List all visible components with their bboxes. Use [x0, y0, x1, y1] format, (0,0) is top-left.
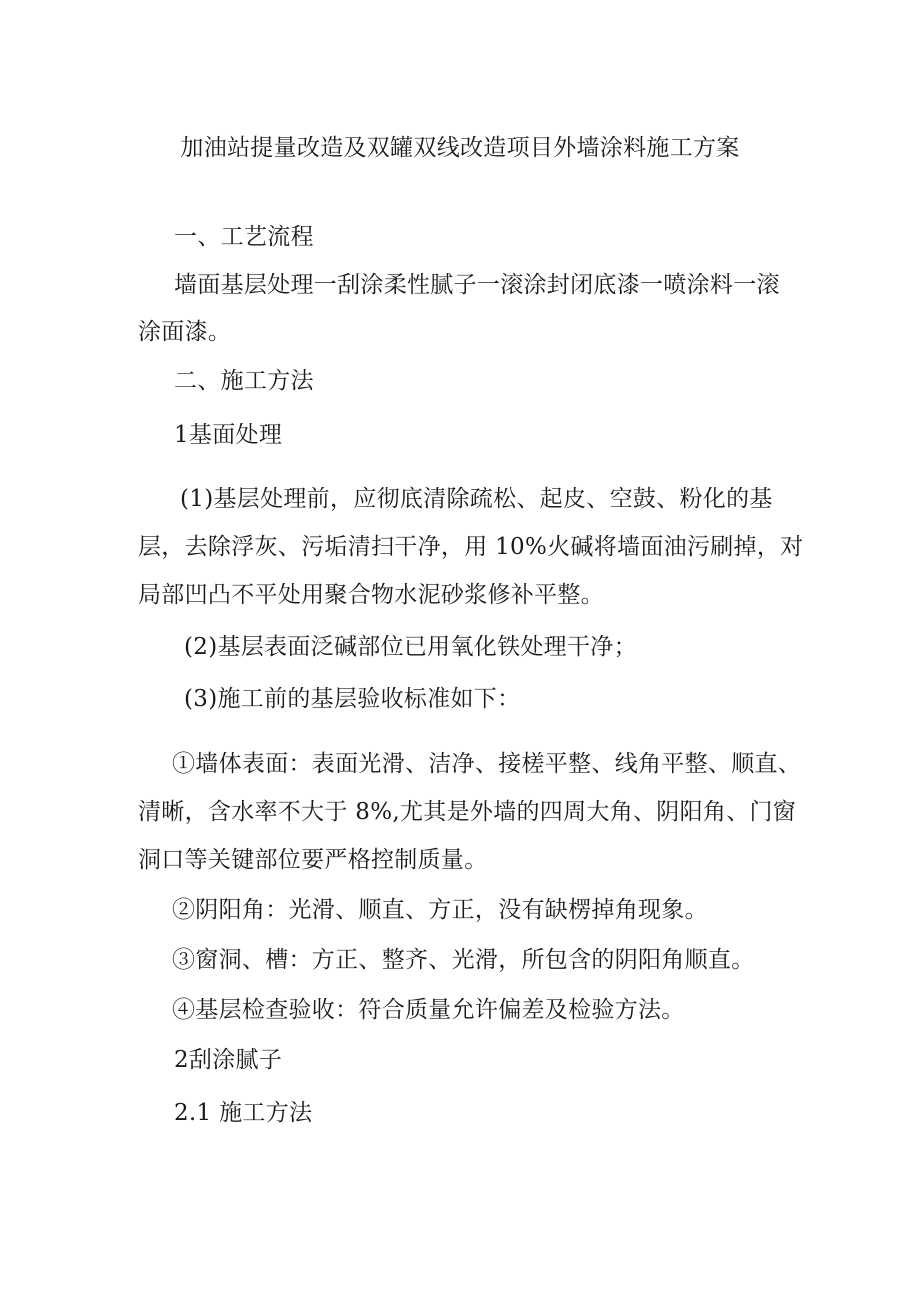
list-item: ③窗洞、槽：方正、整齐、光滑，所包含的阴阳角顺直。 — [172, 947, 755, 973]
subsection-heading: 2刮涂腻子 — [174, 1047, 283, 1073]
document-title: 加油站提量改造及双罐双线改造项目外墙涂料施工方案 — [180, 135, 740, 161]
paragraph-line: 涂面漆。 — [138, 319, 232, 345]
list-item: (3)施工前的基层验收标准如下： — [184, 686, 521, 712]
paragraph-line: 墙面基层处理一刮涂柔性腻子一滚涂封闭底漆一喷涂料一滚 — [174, 272, 780, 298]
subsection-heading: 2.1 施工方法 — [174, 1100, 313, 1126]
paragraph-line: (1)基层处理前，应彻底清除疏松、起皮、空鼓、粉化的基 — [180, 486, 773, 512]
section-heading-method: 二、施工方法 — [174, 368, 314, 394]
list-item: (2)基层表面泛碱部位已用氧化铁处理干净； — [184, 634, 637, 660]
list-item: ②阴阳角：光滑、顺直、方正，没有缺楞掉角现象。 — [172, 897, 708, 923]
paragraph-line: 局部凹凸不平处用聚合物水泥砂浆修补平整。 — [138, 582, 604, 608]
section-heading-process: 一、工艺流程 — [174, 224, 314, 250]
paragraph-line: 层，去除浮灰、污垢清扫干净，用 10%火碱将墙面油污刷掉，对 — [138, 534, 804, 560]
paragraph-line: 清晰，含水率不大于 8%,尤其是外墙的四周大角、阴阳角、门窗 — [138, 799, 797, 825]
subsection-heading: 1基面处理 — [174, 422, 283, 448]
paragraph-line: ①墙体表面：表面光滑、洁净、接槎平整、线角平整、顺直、 — [172, 751, 802, 777]
list-item: ④基层检查验收：符合质量允许偏差及检验方法。 — [172, 997, 685, 1023]
paragraph-line: 洞口等关键部位要严格控制质量。 — [138, 847, 488, 873]
